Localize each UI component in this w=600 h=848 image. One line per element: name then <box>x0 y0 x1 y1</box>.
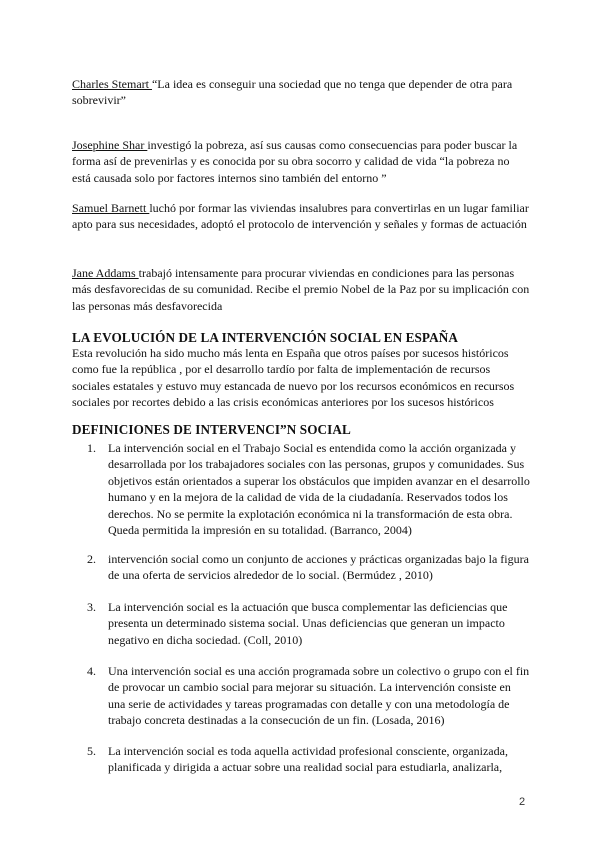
author-name: Charles Stemart <box>72 77 152 91</box>
definition-text: Una intervención social es una acción programada sobre un colectivo o grupo con el fin de provocar un cambio social para mejorar su situación. La intervención consiste en una serie de actividades y tareas programadas con detalle y con una metodología de trabajo concreta destinadas a la consecución de un fin. (Losada, 2016) <box>108 664 530 728</box>
evolution-heading: LA EVOLUCIÓN DE LA INTERVENCIÓN SOCIAL EN ESPAÑA <box>72 330 458 345</box>
definition-text: La intervención social es la actuación que busca complementar las deficiencias que presenta un determinado sistema social. Unas deficiencias que generan un impacto negativo en dicha sociedad. (Coll, 2010) <box>108 600 508 647</box>
author-text: luchó por formar las viviendas insalubres para convertirlas en un lugar familiar apto para sus necesidades, adoptó el protocolo de intervención y señales y formas de actuación <box>72 201 529 232</box>
author-paragraph-addams <box>72 265 530 314</box>
author-name: Jane Addams <box>72 266 139 280</box>
author-name: Samuel Barnett <box>72 201 150 215</box>
author-paragraph-stemart <box>72 76 530 109</box>
definition-number: 4. <box>87 664 96 678</box>
definition-number: 2. <box>87 552 96 566</box>
definition-number: 1. <box>87 441 96 455</box>
author-text: “La idea es conseguir una sociedad que no tenga que depender de otra para sobrevivir” <box>72 77 513 108</box>
definition-number: 3. <box>87 600 96 614</box>
definitions-heading: DEFINICIONES DE INTERVENCI”N SOCIAL <box>72 422 351 437</box>
definition-number: 5. <box>87 744 96 758</box>
definition-text: intervención social como un conjunto de acciones y prácticas organizadas bajo la figura de una oferta de servicios alrededor de lo social. (Bermúdez , 2010) <box>108 552 529 583</box>
evolution-paragraph: Esta revolución ha sido mucho más lenta en España que otros países por sucesos históricos como fue la república , por el desarrollo tardío por falta de implementación de recursos sociales estatales y estuvo muy estancada de nuevo por los recursos económicos en recursos sociales por recortes debido a las crisis económicas anteriores por los sucesos históricos <box>72 346 515 410</box>
author-name: Josephine Shar <box>72 138 148 152</box>
page-number: 2 <box>519 796 526 808</box>
author-paragraph-shar <box>72 137 530 186</box>
author-text: trabajó intensamente para procurar viviendas en condiciones para las personas más desfavorecidas de su comunidad. Recibe el premio Nobel de la Paz por su implicación con las personas más desfavorecida <box>72 266 530 313</box>
definition-text: La intervención social es toda aquella actividad profesional consciente, organizada, planificada y dirigida a actuar sobre una realidad social para estudiarla, analizarla, <box>108 744 508 775</box>
definition-text: La intervención social en el Trabajo Social es entendida como la acción organizada y desarrollada por los trabajadores sociales con las personas, grupos y comunidades. Sus objetivos están orientados a superar los obstáculos que impiden avanzar en el desarrollo humano y en la mejora de la calidad de vida de la ciudadanía. Reservados todos los derechos. No se permite la explotación económica ni la transformación de esta obra. Queda permitida la impresión en su totalidad. (Barranco, 2004) <box>108 441 530 538</box>
author-paragraph-barnett <box>72 200 530 233</box>
author-text: investigó la pobreza, así sus causas como consecuencias para poder buscar la forma así de prevenirlas y es conocida por su obra socorro y calidad de vida “la pobreza no está causada solo por factores internos sino también del entorno ” <box>72 138 518 185</box>
